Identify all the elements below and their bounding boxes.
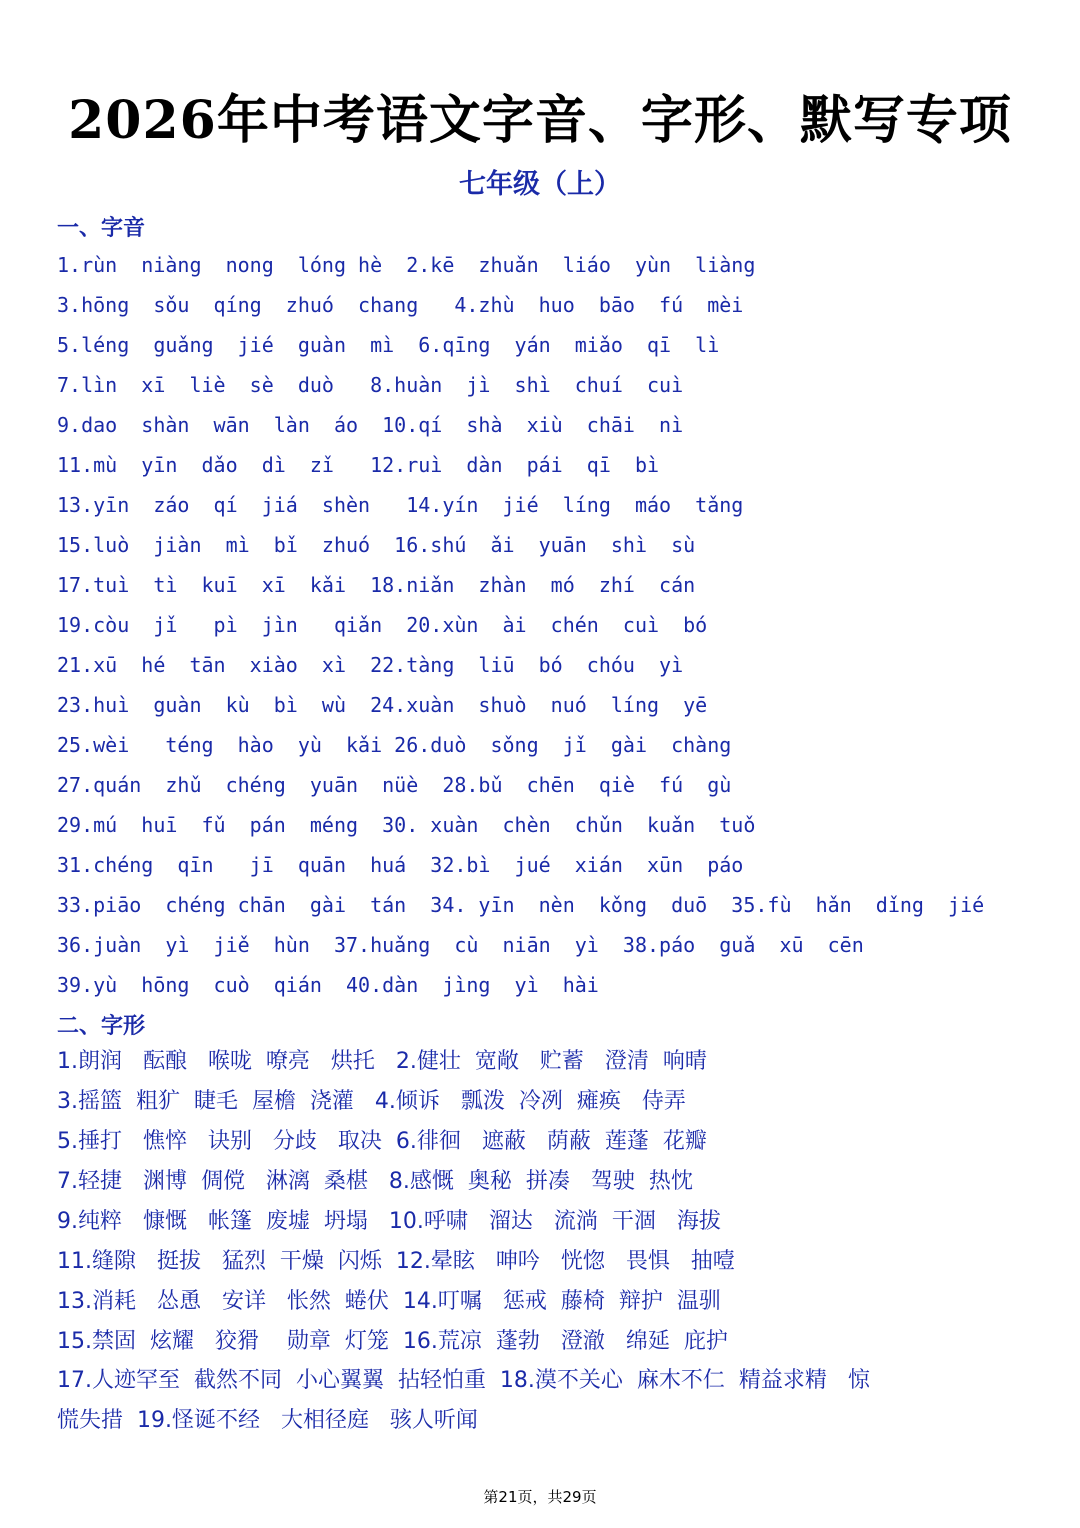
pinyin-line: 21.xū hé tān xiào xì 22.tàng liū bó chóu yì	[57, 653, 684, 677]
pinyin-line: 27.quán zhǔ chéng yuān nüè 28.bǔ chēn qiè fú gù	[57, 773, 732, 797]
hanzi-line: 9.纯粹 慷慨 帐篷 废墟 坍塌 10.呼啸 溜达 流淌 干涸 海拔	[57, 1209, 721, 1234]
pinyin-line: 39.yù hōng cuò qián 40.dàn jìng yì hài	[57, 973, 599, 997]
section-heading-zixing: 二、字形	[57, 1014, 146, 1039]
hanzi-line: 3.摇篮 粗犷 睫毛 屋檐 浇灌 4.倾诉 瓢泼 冷冽 瘫痪 侍弄	[57, 1089, 686, 1114]
pinyin-line: 11.mù yīn dǎo dì zǐ 12.ruì dàn pái qī bì	[57, 453, 660, 477]
hanzi-line: 17.人迹罕至 截然不同 小心翼翼 拈轻怕重 18.漠不关心 麻木不仁 精益求精 惊	[57, 1368, 870, 1393]
hanzi-line: 11.缝隙 挺拔 猛烈 干燥 闪烁 12.晕眩 呻吟 恍惚 畏惧 抽噎	[57, 1249, 735, 1274]
pinyin-line: 1.rùn niàng nong lóng hè 2.kē zhuǎn liáo yùn liàng	[57, 253, 756, 277]
pinyin-line: 33.piāo chéng chān gài tán 34. yīn nèn kǒng duō 35.fù hǎn dǐng jié	[57, 893, 985, 917]
pinyin-line: 29.mú huī fǔ pán méng 30. xuàn chèn chǔn kuǎn tuǒ	[57, 813, 756, 837]
pinyin-line: 31.chéng qīn jī quān huá 32.bì jué xián xūn páo	[57, 853, 744, 877]
pinyin-line: 25.wèi téng hào yù kǎi 26.duò sǒng jǐ gài chàng	[57, 733, 732, 757]
page-subtitle: 七年级（上）	[459, 169, 621, 200]
pinyin-line: 36.juàn yì jiě hùn 37.huǎng cù niān yì 38.páo guǎ xū cēn	[57, 933, 864, 957]
hanzi-line: 15.禁固 炫耀 狡猾 勋章 灯笼 16.荒凉 蓬勃 澄澈 绵延 庇护	[57, 1329, 728, 1354]
pinyin-line: 7.lìn xī liè sè duò 8.huàn jì shì chuí cuì	[57, 373, 684, 397]
pinyin-line: 13.yīn záo qí jiá shèn 14.yín jié líng máo tǎng	[57, 493, 744, 517]
pinyin-line: 23.huì guàn kù bì wù 24.xuàn shuò nuó líng yē	[57, 693, 708, 717]
pinyin-line: 5.léng guǎng jié guàn mì 6.qīng yán miǎo qī lì	[57, 333, 720, 357]
hanzi-line: 5.捶打 憔悴 诀别 分歧 取决 6.徘徊 遮蔽 荫蔽 莲蓬 花瓣	[57, 1129, 707, 1154]
pinyin-line: 19.còu jǐ pì jìn qiǎn 20.xùn ài chén cuì bó	[57, 613, 708, 637]
hanzi-line: 1.朗润 酝酿 喉咙 嘹亮 烘托 2.健壮 宽敞 贮蓄 澄清 响晴	[57, 1049, 707, 1074]
page-footer: 第21页，共29页	[483, 1488, 597, 1506]
pinyin-line: 17.tuì tì kuī xī kǎi 18.niǎn zhàn mó zhí cán	[57, 573, 696, 597]
pinyin-line: 3.hōng sǒu qíng zhuó chang 4.zhù huo bāo fú mèi	[57, 293, 744, 317]
pinyin-line: 9.dao shàn wān làn áo 10.qí shà xiù chāi nì	[57, 413, 684, 437]
hanzi-line: 13.消耗 怂恿 安详 怅然 蜷伏 14.叮嘱 惩戒 藤椅 辩护 温驯	[57, 1289, 721, 1314]
hanzi-line: 慌失措 19.怪诞不经 大相径庭 骇人听闻	[57, 1408, 478, 1433]
hanzi-line: 7.轻捷 渊博 倜傥 淋漓 桑椹 8.感慨 奥秘 拼凑 驾驶 热忱	[57, 1169, 693, 1194]
page-title: 2026年中考语文字音、字形、默写专项	[68, 90, 1012, 151]
section-heading-ziyin: 一、字音	[57, 216, 146, 241]
pinyin-line: 15.luò jiàn mì bǐ zhuó 16.shú ǎi yuān shì sù	[57, 533, 696, 557]
